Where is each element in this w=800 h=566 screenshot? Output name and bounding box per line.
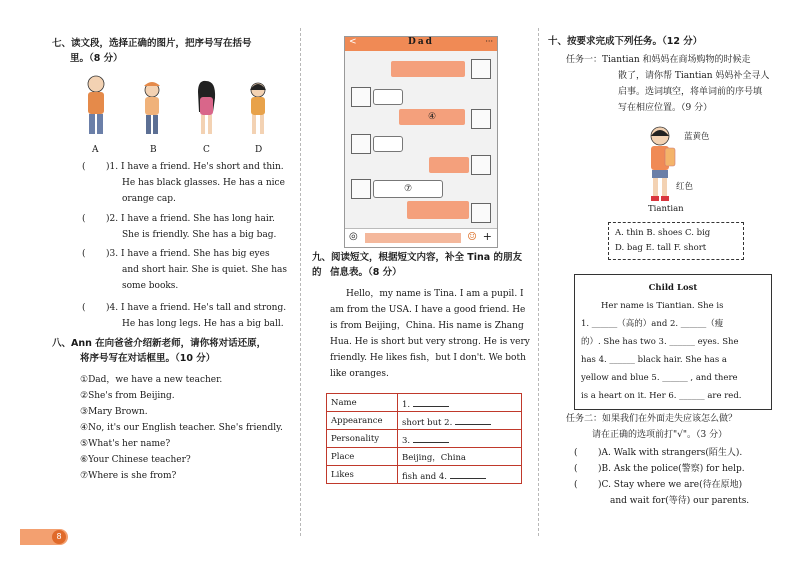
answer-4: ④ [427, 112, 437, 122]
options-row: A. thin B. shoes C. big [615, 228, 711, 238]
phone-chat-frame [344, 36, 498, 248]
options-row: D. bag E. tall F. short [615, 243, 707, 253]
notice-title: Child Lost [648, 283, 698, 293]
choice-a: ( )A. Walk with strangers(陌生人). [574, 448, 743, 458]
color-label-red: 红色 [676, 182, 694, 192]
task1-instructions: 任务一：Tiantian 和妈妈在商场购物的时候走 散了，请你帮 Tiantian 妈妈补全寻人 启事。选词填空，将单词前的序号填 写在相应位置。（9 分） [566, 55, 770, 113]
avatar-dad [351, 134, 371, 154]
task2-title: 任务二：如果我们在外面走失应该怎么做？ [566, 414, 738, 424]
chat-bubble-blank [373, 136, 403, 152]
chat-header [345, 37, 497, 51]
choice-c-cont: and wait for(等待) our parents. [610, 496, 750, 506]
column-divider [538, 28, 539, 536]
friend-info-table [326, 393, 522, 484]
child-lost-notice [574, 274, 772, 410]
section7-item-4: ( )4. I have a friend. He's tall and strong. He has long legs. He has a big ball. [82, 300, 294, 332]
choice-c: ( )C. Stay where we are(待在原地) [574, 480, 743, 490]
avatar-dad [351, 179, 371, 199]
avatar-ann [471, 109, 491, 129]
dialogue-line: ④No, it's our English teacher. She's friendly. [80, 423, 283, 433]
kid-a-figure [88, 76, 104, 134]
column-middle [312, 0, 530, 566]
column-right [548, 0, 774, 566]
task2-instruction: 请在正确的选项前打"√"。（3 分） [592, 430, 728, 440]
label-d: D [255, 145, 263, 155]
girl-name-label: Tiantian [648, 204, 684, 214]
table-value: Beijing，China [398, 448, 522, 466]
avatar-ann [471, 203, 491, 223]
avatar-dad [351, 87, 371, 107]
chat-bubble [399, 109, 465, 125]
notice-line: 1. ______（高的）and 2. ______（瘦 [581, 319, 724, 329]
label-c: C [203, 145, 210, 155]
chat-input-bar [345, 228, 497, 247]
table-value: 1. [398, 394, 522, 412]
chat-bubble [373, 180, 443, 198]
table-label: Place [327, 448, 398, 466]
table-label: Personality [327, 430, 398, 448]
table-row [327, 412, 522, 430]
table-row [327, 394, 522, 412]
dialogue-line: ⑥Your Chinese teacher? [80, 455, 191, 465]
table-label: Appearance [327, 412, 398, 430]
section8-title-line2: 将序号写在对话框里。（10 分） [80, 353, 216, 364]
section7-title: 七、读文段，选择正确的图片，把序号写在括号 [52, 38, 252, 49]
avatar-ann [471, 155, 491, 175]
column-divider [300, 28, 301, 536]
kids-illustration [74, 72, 274, 142]
table-row [327, 430, 522, 448]
chat-input-field [365, 233, 461, 243]
answer-7: ⑦ [403, 184, 413, 194]
voice-icon: ◎ [349, 231, 358, 242]
dialogue-line: ③Mary Brown. [80, 407, 148, 417]
word-options-box [608, 222, 744, 260]
answer-paren: ( [82, 249, 86, 259]
tiantian-figure [640, 124, 684, 206]
page-number-tab [20, 529, 68, 545]
table-label: Likes [327, 466, 398, 484]
section10-title: 十、按要求完成下列任务。（12 分） [548, 36, 703, 47]
emoji-icon: ☺ [467, 230, 477, 243]
section9-title: 九、阅读短文，根据短文内容，补全 Tina 的朋友的 [312, 252, 523, 278]
notice-line: is a heart on it. Her 6. ______ are red. [581, 391, 742, 401]
task2-choices [574, 445, 774, 509]
section7-item-2: ( )2. I have a friend. She has long hair. She is friendly. She has a big bag. [82, 211, 294, 243]
label-b: B [150, 145, 157, 155]
chat-title: Dad [408, 37, 434, 47]
dialogue-line: ⑤What's her name? [80, 439, 171, 449]
table-value: fish and 4. [398, 466, 522, 484]
kid-c-figure [198, 81, 215, 134]
kid-d-figure [250, 83, 266, 134]
color-label-blue-yellow: 蓝黄色 [684, 132, 710, 142]
section7-item-1: ( )1. I have a friend. He's short and thin. He has black glasses. He has a nice orange cap. [82, 159, 294, 207]
section7-title-line2: 里。（8 分） [70, 53, 123, 64]
choice-b: ( )B. Ask the police(警察) for help. [574, 464, 745, 474]
notice-line: 的）. She has two 3. ______ eyes. She [581, 337, 739, 347]
section8-title: 八、Ann 在向爸爸介绍新老师，请你将对话还原， [52, 338, 267, 349]
table-value: short but 2. [398, 412, 522, 430]
answer-paren: ( [82, 303, 86, 313]
table-label: Name [327, 394, 398, 412]
back-icon: < [349, 37, 357, 47]
chat-bubble-blank [391, 61, 465, 77]
answer-blank [413, 396, 449, 407]
dialogue-line: ②She's from Beijing. [80, 391, 175, 401]
avatar-ann [471, 59, 491, 79]
chat-bubble-blank [407, 201, 469, 219]
notice-line: has 4. ______ black hair. She has a [581, 355, 727, 365]
dialogue-line: ①Dad，we have a new teacher. [80, 375, 223, 385]
answer-blank [413, 432, 449, 443]
answer-paren: ( [82, 162, 86, 172]
table-row [327, 448, 522, 466]
plus-icon: + [482, 230, 492, 243]
section9-passage: Hello，my name is Tina. I am a pupil. I am from the USA. I have a good friend. He is from Beijing，China. His name is Zhang Hua. He is short but very strong. He is very friendly. He likes fish，but I don't. We both like oranges. [330, 289, 530, 379]
table-row [327, 466, 522, 484]
notice-line: yellow and blue 5. ______ , and there [581, 373, 738, 383]
answer-blank [450, 468, 486, 479]
table-value: 3. [398, 430, 522, 448]
kid-b-figure [144, 82, 160, 134]
notice-line: Her name is Tiantian. She is [601, 301, 724, 311]
chat-bubble-blank [373, 89, 403, 105]
label-a: A [92, 145, 99, 155]
dialogue-line: ⑦Where is she from? [80, 471, 177, 481]
section7-item-3: ( )3. I have a friend. She has big eyes and short hair. She is quiet. She has some books. [82, 246, 294, 294]
column-left [52, 0, 290, 566]
page-number: 8 [52, 530, 66, 544]
chat-bubble-blank [429, 157, 469, 173]
answer-blank [455, 414, 491, 425]
answer-paren: ( [82, 214, 86, 224]
more-icon: ··· [485, 37, 493, 46]
section9-title-line2: 信息表。（8 分） [330, 267, 402, 278]
section8-dialogue-list [80, 372, 292, 484]
